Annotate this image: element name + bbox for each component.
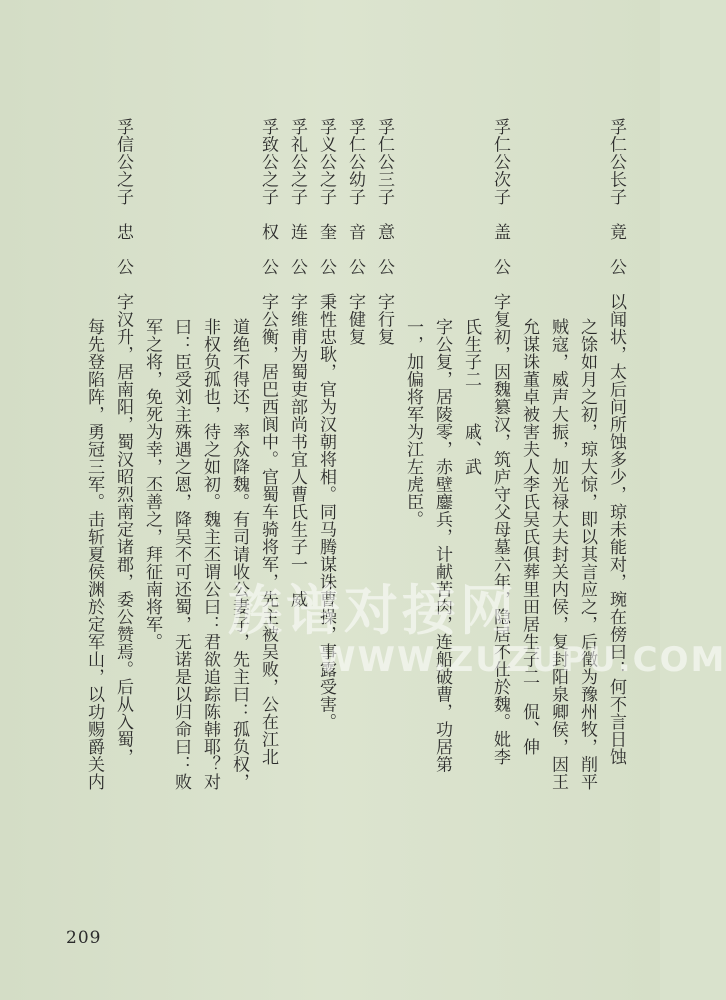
text-column: 孚仁公次子 盖 公 字复初，因魏篡汉，筑庐守父母墓六年，隐居不仕於魏。妣李 [490, 118, 510, 766]
text-column: 孚仁公三子 意 公 字行复 [374, 118, 394, 346]
text-column: 一，加偏将军为江左虎臣。 [403, 318, 423, 528]
text-column: 孚致公之子 权 公 字公衡，居巴西阆中。官蜀车骑将军，先主被吴败，公在江北 [258, 118, 278, 766]
text-column: 孚礼公之子 连 公 字维甫为蜀吏部尚书宜人曹氏生子一 威 [287, 118, 307, 608]
text-column: 每先登陷阵，勇冠三军。击斩夏侯渊於定军山，以功赐爵关内 [84, 318, 104, 791]
text-column: 贼寇，威声大振，加光禄大夫封关内侯，复封阳泉卿侯，因王 [548, 318, 568, 791]
text-column: 道绝不得还，率众降魏。有司请收公妻子，先主曰：孤负权， [229, 318, 249, 791]
text-column: 之馀如月之初，琼大惊，即以其言应之，后徵为豫州牧，削平 [577, 318, 597, 791]
text-column: 允谋诛董卓被害夫人李氏吴氏俱葬里田居生子二 侃、伸 [519, 318, 539, 756]
page-number: 209 [66, 928, 102, 948]
text-column: 孚义公之子 奎 公 秉性忠耿，官为汉朝将相。同马腾谋诛曹操，事露受害。 [316, 118, 336, 731]
text-column: 曰：臣受刘主殊遇之恩，降吴不可还蜀，无诺是以归命曰：败 [171, 318, 191, 791]
text-column: 孚信公之子 忠 公 字汉升，居南阳，蜀汉昭烈南定诸郡，委公赞焉。后从入蜀， [113, 118, 133, 766]
text-column: 孚仁公长子 竟 公 以闻状，太后问所蚀多少，琼未能对，琬在傍曰：何不言日蚀 [606, 118, 626, 766]
text-column: 字公复，居陵零，赤壁鏖兵，计献苦肉，连船破曹，功居第 [432, 318, 452, 773]
text-column: 非权负孤也，待之如初。魏主丕谓公曰：君欲追踪陈韩耶？对 [200, 318, 220, 791]
text-column: 氏生子二 戚、武 [461, 318, 481, 476]
text-column: 孚仁公幼子 音 公 字健复 [345, 118, 365, 346]
watermark-url: WWW.ZUZUPU.COM [318, 640, 726, 680]
watermark: 族谱对接网 [228, 579, 518, 642]
text-column: 军之将，免死为幸，丕善之，拜征南将军。 [142, 318, 162, 651]
